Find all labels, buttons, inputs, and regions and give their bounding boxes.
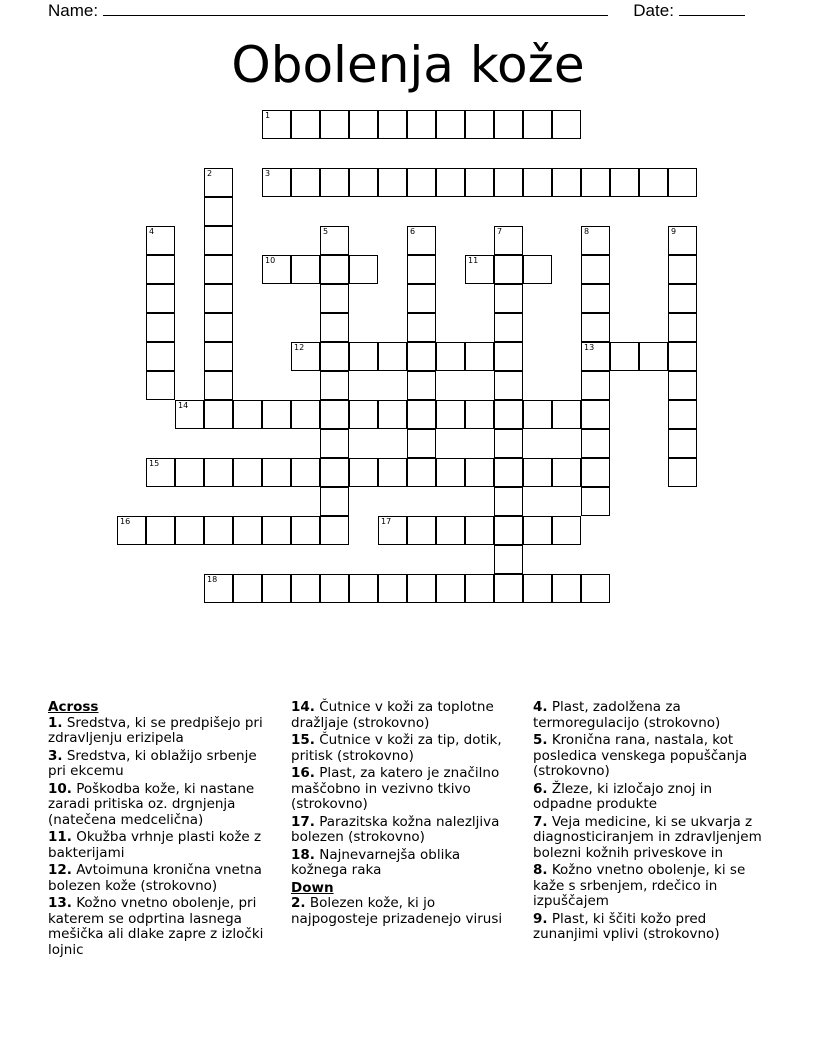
crossword-cell[interactable] [494,429,523,458]
crossword-cell[interactable] [668,168,697,197]
crossword-cell[interactable] [349,168,378,197]
down-title: Down [291,879,334,896]
cell-number: 2 [207,169,213,178]
crossword-cell[interactable] [494,458,523,487]
crossword-cell[interactable] [668,371,697,400]
crossword-cell[interactable] [581,313,610,342]
crossword-cell[interactable] [581,371,610,400]
crossword-cell[interactable] [320,371,349,400]
crossword-cell[interactable] [291,516,320,545]
crossword-cell[interactable] [262,400,291,429]
clue-down-7: 7. Veja medicine, ki se ukvarja z diagnosticiranjem in zdravljenjem bolezni kožnih priveskove in [533,813,762,861]
crossword-cell[interactable] [320,168,349,197]
clue-across-15: 15. Čutnice v koži za tip, dotik, pritisk (strokovno) [291,732,502,764]
crossword-cell[interactable] [581,400,610,429]
cell-number: 8 [584,227,590,236]
crossword-cell[interactable] [581,342,610,371]
crossword-cell[interactable] [494,110,523,139]
crossword-cell[interactable] [204,371,233,400]
clue-across-16: 16. Plast, za katero je značilno maščobno in vezivno tkivo (strokovno) [291,765,500,812]
crossword-cell[interactable] [668,429,697,458]
crossword-cell[interactable] [407,574,436,603]
crossword-cell[interactable] [407,458,436,487]
crossword-cell[interactable] [146,371,175,400]
crossword-cell[interactable] [291,574,320,603]
crossword-cell[interactable] [668,458,697,487]
crossword-cell[interactable] [523,574,552,603]
crossword-cell[interactable] [262,110,291,139]
crossword-cell[interactable] [349,400,378,429]
crossword-cell[interactable] [436,110,465,139]
crossword-cell[interactable] [117,516,146,545]
crossword-cell[interactable] [639,342,668,371]
crossword-cell[interactable] [378,400,407,429]
date-label: Date: [633,1,674,20]
cell-number: 16 [120,517,131,526]
clue-across-14: 14. Čutnice v koži za toplotne dražljaje (strokovno) [291,699,494,731]
crossword-cell[interactable] [523,516,552,545]
crossword-cell[interactable] [494,545,523,574]
crossword-cell[interactable] [146,313,175,342]
crossword-cell[interactable] [465,458,494,487]
crossword-cell[interactable] [204,284,233,313]
crossword-cell[interactable] [610,342,639,371]
crossword-cell[interactable] [320,400,349,429]
crossword-cell[interactable] [552,516,581,545]
crossword-cell[interactable] [494,342,523,371]
crossword-cell[interactable] [407,429,436,458]
crossword-cell[interactable] [494,371,523,400]
crossword-cell[interactable] [378,458,407,487]
clue-across-1: 1. Sredstva, ki se predpišejo pri zdravljenju erizipela [48,714,263,746]
crossword-cell[interactable] [320,226,349,255]
clue-down-9: 9. Plast, ki ščiti kožo pred zunanjimi vplivi (strokovno) [533,910,720,942]
crossword-cell[interactable] [407,284,436,313]
crossword-cell[interactable] [233,516,262,545]
clues-column-3 [533,700,768,945]
crossword-cell[interactable] [291,168,320,197]
crossword-cell[interactable] [523,400,552,429]
crossword-cell[interactable] [291,342,320,371]
crossword-cell[interactable] [552,168,581,197]
crossword-cell[interactable] [378,110,407,139]
crossword-cell[interactable] [349,342,378,371]
crossword-cell[interactable] [465,255,494,284]
crossword-cell[interactable] [320,429,349,458]
crossword-cell[interactable] [146,284,175,313]
crossword-cell[interactable] [204,400,233,429]
clues-column-2 [291,700,519,929]
crossword-cell[interactable] [523,255,552,284]
crossword-cell[interactable] [291,458,320,487]
crossword-cell[interactable] [320,313,349,342]
crossword-cell[interactable] [291,110,320,139]
crossword-cell[interactable] [349,255,378,284]
crossword-cell[interactable] [523,110,552,139]
crossword-cell[interactable] [262,574,291,603]
crossword-cell[interactable] [407,516,436,545]
page-title: Obolenja kože [231,36,585,94]
crossword-cell[interactable] [581,255,610,284]
crossword-cell[interactable] [349,458,378,487]
cell-number: 5 [323,227,329,236]
crossword-cell[interactable] [581,574,610,603]
crossword-cell[interactable] [494,168,523,197]
crossword-cell[interactable] [552,458,581,487]
cell-number: 9 [671,227,677,236]
cell-number: 3 [265,169,271,178]
crossword-cell[interactable] [204,313,233,342]
crossword-cell[interactable] [436,516,465,545]
crossword-cell[interactable] [320,110,349,139]
crossword-cell[interactable] [291,255,320,284]
crossword-cell[interactable] [175,400,204,429]
crossword-cell[interactable] [320,255,349,284]
crossword-cell[interactable] [494,313,523,342]
crossword-cell[interactable] [378,168,407,197]
crossword-cell[interactable] [204,197,233,226]
crossword-cell[interactable] [581,429,610,458]
clue-down-2: 2. Bolezen kože, ki jo najpogosteje prizadenejo virusi [291,895,503,927]
crossword-cell[interactable] [436,458,465,487]
crossword-cell[interactable] [581,168,610,197]
crossword-cell[interactable] [668,284,697,313]
cell-number: 15 [149,459,160,468]
cell-number: 18 [207,575,218,584]
crossword-cell[interactable] [668,400,697,429]
clue-across-3: 3. Sredstva, ki oblažijo srbenje pri ekcemu [48,747,257,779]
crossword-cell[interactable] [378,574,407,603]
crossword-cell[interactable] [204,574,233,603]
crossword-cell[interactable] [407,168,436,197]
across-title: Across [48,699,99,715]
crossword-cell[interactable] [407,226,436,255]
crossword-cell[interactable] [320,516,349,545]
clue-across-12: 12. Avtoimuna kronična vnetna bolezen kože (strokovno) [48,862,262,894]
crossword-cell[interactable] [262,255,291,284]
crossword-cell[interactable] [146,516,175,545]
crossword-cell[interactable] [407,313,436,342]
cell-number: 11 [468,256,479,265]
clues-column-1 [48,700,276,960]
clue-across-13: 13. Kožno vnetno obolenje, pri katerem se odprtina lasnega mešička ali dlake zapre z izločki lojnic [48,895,264,958]
crossword-cell[interactable] [436,342,465,371]
clue-across-10: 10. Poškodba kože, ki nastane zaradi pritiska oz. drgnjenja (natečena medcelična) [48,780,255,828]
crossword-cell[interactable] [494,574,523,603]
name-label: Name: [48,1,99,20]
crossword-cell[interactable] [204,255,233,284]
crossword-cell[interactable] [668,255,697,284]
cell-number: 14 [178,401,189,410]
cell-number: 10 [265,256,276,265]
clue-down-6: 6. Žleze, ki izločajo znoj in odpadne produkte [533,780,713,812]
crossword-cell[interactable] [436,400,465,429]
crossword-cell[interactable] [262,458,291,487]
crossword-cell[interactable] [465,110,494,139]
clue-down-8: 8. Kožno vnetno obolenje, ki se kaže s srbenjem, rdečico in izpuščajem [533,862,746,909]
clue-down-5: 5. Kronična rana, nastala, kot posledica venskega popuščanja (strokovno) [533,732,748,779]
crossword-cell[interactable] [436,168,465,197]
crossword-cell[interactable] [523,458,552,487]
crossword-cell[interactable] [581,284,610,313]
crossword-cell[interactable] [436,574,465,603]
crossword-cell[interactable] [320,458,349,487]
crossword-cell[interactable] [233,400,262,429]
crossword-cell[interactable] [204,168,233,197]
crossword-cell[interactable] [494,516,523,545]
crossword-cell[interactable] [668,226,697,255]
crossword-cell[interactable] [233,574,262,603]
crossword-cell[interactable] [610,168,639,197]
cell-number: 13 [584,343,595,352]
crossword-cell[interactable] [349,574,378,603]
crossword-cell[interactable] [146,342,175,371]
crossword-cell[interactable] [552,110,581,139]
cell-number: 12 [294,343,305,352]
clue-across-11: 11. Okužba vrhnje plasti kože z bakterijami [48,829,262,861]
cell-number: 4 [149,227,155,236]
crossword-cell[interactable] [407,255,436,284]
crossword-cell[interactable] [291,400,320,429]
crossword-cell[interactable] [668,342,697,371]
crossword-cell[interactable] [465,342,494,371]
crossword-cell[interactable] [581,487,610,516]
crossword-cell[interactable] [407,400,436,429]
crossword-cell[interactable] [523,168,552,197]
clue-down-4: 4. Plast, zadolžena za termoregulacijo (strokovno) [533,699,721,731]
crossword-cell[interactable] [407,342,436,371]
crossword-cell[interactable] [552,400,581,429]
crossword-cell[interactable] [204,458,233,487]
crossword-cell[interactable] [146,226,175,255]
crossword-cell[interactable] [146,458,175,487]
crossword-cell[interactable] [465,168,494,197]
crossword-cell[interactable] [465,516,494,545]
clue-across-17: 17. Parazitska kožna nalezljiva bolezen (strokovno) [291,813,500,845]
crossword-cell[interactable] [465,400,494,429]
crossword-cell[interactable] [494,487,523,516]
cell-number: 7 [497,227,503,236]
crossword-cell[interactable] [262,516,291,545]
crossword-cell[interactable] [233,458,262,487]
crossword-cell[interactable] [378,342,407,371]
cell-number: 17 [381,517,392,526]
crossword-cell[interactable] [552,574,581,603]
crossword-cell[interactable] [639,168,668,197]
crossword-cell[interactable] [262,168,291,197]
crossword-cell[interactable] [494,284,523,313]
crossword-cell[interactable] [581,226,610,255]
crossword-cell[interactable] [175,458,204,487]
crossword-cell[interactable] [494,255,523,284]
crossword-cell[interactable] [204,516,233,545]
cell-number: 6 [410,227,416,236]
crossword-cell[interactable] [407,110,436,139]
crossword-cell[interactable] [349,110,378,139]
crossword-cell[interactable] [494,226,523,255]
crossword-cell[interactable] [204,226,233,255]
crossword-cell[interactable] [320,574,349,603]
clue-across-18: 18. Najnevarnejša oblika kožnega raka [291,846,461,878]
crossword-cell[interactable] [320,284,349,313]
crossword-cell[interactable] [494,400,523,429]
cell-number: 1 [265,111,271,120]
crossword-cell[interactable] [320,487,349,516]
crossword-cell[interactable] [378,516,407,545]
crossword-cell[interactable] [668,313,697,342]
crossword-cell[interactable] [581,458,610,487]
crossword-cell[interactable] [204,342,233,371]
crossword-cell[interactable] [146,255,175,284]
crossword-cell[interactable] [407,371,436,400]
crossword-cell[interactable] [320,342,349,371]
crossword-cell[interactable] [175,516,204,545]
crossword-cell[interactable] [465,574,494,603]
